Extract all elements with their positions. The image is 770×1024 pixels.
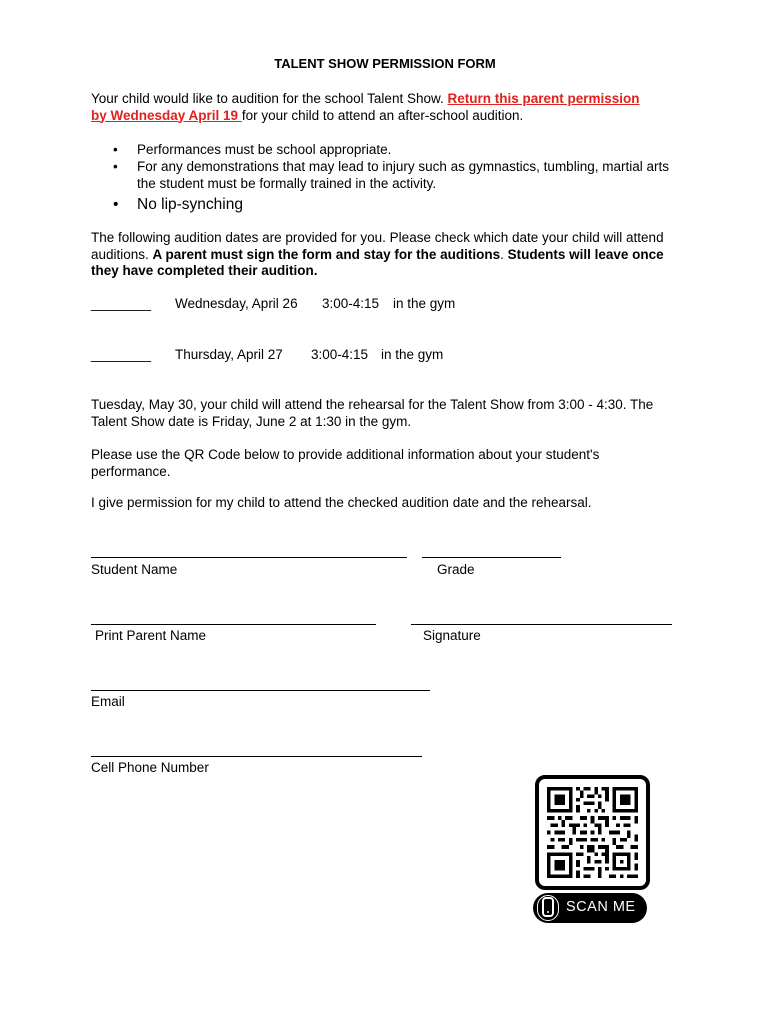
signature-label: Signature: [423, 628, 481, 643]
students-leave-notice: Students will leave once they have completed their audition.: [91, 246, 664, 278]
form-title: TALENT SHOW PERMISSION FORM: [274, 56, 496, 71]
signature-line[interactable]: [411, 624, 672, 625]
parent-name-line[interactable]: [91, 624, 376, 625]
phone-icon: [542, 897, 554, 917]
email-label: Email: [91, 694, 125, 709]
cell-phone-line[interactable]: [91, 756, 422, 757]
deadline-notice-line2: by Wednesday April 19: [91, 107, 242, 123]
scan-me-label: SCAN ME: [566, 899, 636, 915]
email-line[interactable]: [91, 690, 430, 691]
intro-paragraph: [91, 91, 691, 124]
grade-line[interactable]: [422, 557, 561, 558]
qr-code-icon: [547, 787, 638, 878]
audition-paragraph: The following audition dates are provided for you. Please check which date your child will attend auditions. A parent must sign the form and stay for the auditions. Students will leave once they have completed their audition.: [91, 230, 664, 278]
rule-item: • For any demonstrations that may lead to injury such as gymnastics, tumbling, martial arts the student must be formally trained in the activity.: [113, 159, 669, 191]
permission-statement: I give permission for my child to attend the checked audition date and the rehearsal.: [91, 495, 592, 510]
date-checkbox-blank-thursday[interactable]: ________: [91, 347, 152, 362]
deadline-notice-line1: Return this parent permission: [447, 91, 640, 106]
date-checkbox-blank-wednesday[interactable]: ________: [91, 296, 152, 311]
rule-item: • No lip-synching: [113, 196, 243, 213]
rehearsal-paragraph: Tuesday, May 30, your child will attend the rehearsal for the Talent Show from 3:00 - 4:30. The Talent Show date is Friday, June 2 at 1:30 in the gym.: [91, 397, 654, 429]
parent-must-sign: A parent must sign the form and stay for the auditions: [152, 246, 501, 262]
bullet-icon: •: [113, 159, 118, 174]
audition-place-thursday: in the gym: [381, 347, 444, 362]
intro-tail: for your child to attend an after-school audition.: [241, 107, 524, 123]
scan-me-badge: [533, 893, 647, 923]
bullet-icon: •: [113, 142, 118, 157]
audition-place-wednesday: in the gym: [393, 296, 456, 311]
parent-name-label: Print Parent Name: [95, 628, 207, 643]
cell-phone-label: Cell Phone Number: [91, 760, 209, 775]
audition-time-wednesday: 3:00-4:15: [322, 296, 380, 311]
grade-label: Grade: [437, 562, 475, 577]
audition-time-thursday: 3:00-4:15: [311, 347, 369, 362]
student-name-line[interactable]: [91, 557, 407, 558]
rule-item: • Performances must be school appropriate.: [113, 142, 392, 157]
qr-code-frame: [535, 775, 650, 890]
bullet-icon: •: [113, 196, 119, 213]
audition-day-wednesday: Wednesday, April 26: [175, 296, 298, 311]
qr-instructions: Please use the QR Code below to provide additional information about your student's performance.: [91, 447, 600, 479]
student-name-label: Student Name: [91, 562, 178, 577]
intro-text: Your child would like to audition for the school Talent Show.: [91, 91, 448, 106]
rules-list: [91, 141, 681, 214]
audition-day-thursday: Thursday, April 27: [175, 347, 283, 362]
